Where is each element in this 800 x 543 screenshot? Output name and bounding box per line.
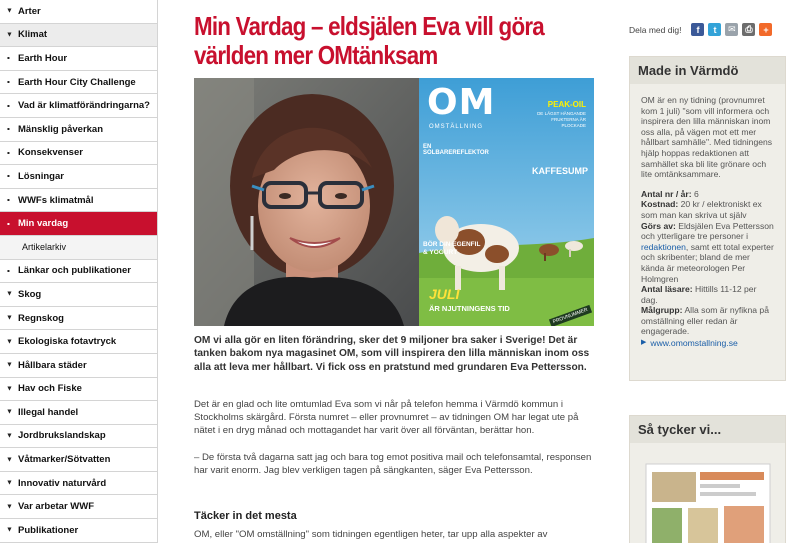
cover-juli-sub: ÄR NJUTNINGENS TID xyxy=(429,304,510,313)
website-link[interactable]: www.omomstallning.se xyxy=(650,338,738,349)
nav-item-jordbrukslandskap[interactable] xyxy=(0,425,158,449)
nav-item-label: Hållbara städer xyxy=(18,359,87,371)
nav-item-label: Ekologiska fotavtryck xyxy=(18,336,117,348)
article-subheading: Täcker in det mesta xyxy=(194,510,297,522)
info-kostnad-label: Kostnad: xyxy=(641,199,679,210)
article-headline: Min Vardag – eldsjälen Eva vill göra världen mer OMtänksam xyxy=(194,11,544,70)
nav-item-label: Länkar och publikationer xyxy=(18,265,131,277)
nav-item-hav-och-fiske[interactable] xyxy=(0,378,158,402)
article-hero-image xyxy=(194,78,594,326)
nav-item-mansklig-paverkan[interactable] xyxy=(0,118,158,142)
article-paragraph: – De första två dagarna satt jag och bara tog emot positiva mail och telefonsamtal, responsen har varit enorm. Jag blev verkligen tagen på sängkanten, säger Eva Pettersson. xyxy=(194,452,592,477)
nav-item-regnskog[interactable] xyxy=(0,307,158,331)
nav-item-label: Konsekvenser xyxy=(18,147,83,159)
caret-down-icon: ▼ xyxy=(6,361,13,369)
bullet-icon: ▪ xyxy=(7,101,10,111)
more-share-icon[interactable]: + xyxy=(759,23,772,36)
info-gors-label: Görs av: xyxy=(641,220,676,231)
bullet-icon: ▪ xyxy=(7,148,10,158)
nav-item-label: Illegal handel xyxy=(18,406,79,418)
share-label: Dela med dig! xyxy=(629,24,682,35)
info-gors xyxy=(641,221,774,285)
caret-down-icon: ▼ xyxy=(6,432,13,440)
nav-item-innovativ-naturvard[interactable] xyxy=(0,472,158,496)
nav-item-label: WWFs klimatmål xyxy=(18,194,94,206)
left-navigation xyxy=(0,0,158,543)
twitter-icon[interactable]: t xyxy=(708,23,721,36)
nav-item-earth-hour-city[interactable] xyxy=(0,71,158,95)
email-icon[interactable]: ✉ xyxy=(725,23,738,36)
caret-down-icon: ▼ xyxy=(6,408,13,416)
caret-down-icon: ▼ xyxy=(6,479,13,487)
nav-item-label: Arter xyxy=(18,5,41,17)
nav-item-var-arbetar-wwf[interactable] xyxy=(0,495,158,519)
nav-item-skog[interactable] xyxy=(0,283,158,307)
portrait-photo xyxy=(194,78,419,326)
nav-item-label: Klimat xyxy=(18,29,48,41)
bullet-icon: ▪ xyxy=(7,53,10,63)
cover-peak-title: PEAK-OIL xyxy=(547,100,586,109)
nav-item-publikationer[interactable] xyxy=(0,519,158,543)
cover-reflex: EN SOLBAREREFLEKTOR xyxy=(423,144,489,156)
arrow-right-icon: ▶ xyxy=(641,339,647,347)
caret-down-icon: ▼ xyxy=(6,314,13,322)
nav-item-min-vardag[interactable] xyxy=(0,212,158,236)
caret-down-icon: ▼ xyxy=(6,456,13,464)
info-box-body xyxy=(630,84,785,349)
nav-item-label: Vad är klimatförändringarna? xyxy=(18,100,150,112)
info-lasare xyxy=(641,284,774,305)
nav-item-earth-hour[interactable] xyxy=(0,47,158,71)
nav-item-arter[interactable] xyxy=(0,0,158,24)
caret-down-icon: ▼ xyxy=(6,503,13,511)
magazine-spread-image[interactable] xyxy=(642,458,774,543)
nav-item-label: Publikationer xyxy=(18,524,79,536)
info-box-title: Made in Värmdö xyxy=(630,57,785,84)
bullet-icon: ▪ xyxy=(7,124,10,134)
bullet-icon: ▪ xyxy=(7,195,10,205)
info-box-made-in-varmdo xyxy=(629,56,786,381)
nav-item-label: Hav och Fiske xyxy=(18,383,82,395)
nav-item-label: Regnskog xyxy=(18,312,64,324)
info-intro: OM är en ny tidning (provnumret kom 1 juli) "som vill informera och inspirera den lilla människan inom oss alla, på vägen mot ett mer hållbart samhälle". Med tidningens hjälp hoppas redaktionen att samhället ska bli lite grönare och lite omtänksammare. xyxy=(641,95,773,180)
cover-yogurt: BÖR DIN EGENFIL & YOGURT xyxy=(423,241,481,256)
nav-item-label: Mänsklig påverkan xyxy=(18,123,104,135)
info-malgrupp xyxy=(641,305,774,337)
info-antal-label: Antal nr / år: xyxy=(641,188,692,199)
nav-item-illegal-handel[interactable] xyxy=(0,401,158,425)
info-antal-value: 6 xyxy=(691,188,699,199)
caret-down-icon: ▼ xyxy=(6,526,13,534)
nav-item-wwfs-klimatmal[interactable] xyxy=(0,189,158,213)
nav-item-label: Innovativ naturvård xyxy=(18,477,107,489)
article-lead: OM vi alla gör en liten förändring, sker det 9 miljoner bra saker i Sverige! Det är tanken bakom nya magasinet OM, som vill inspirera den lilla människan inom oss alla att leva mer hållbart. Vi fick oss en pratstund med grundaren Eva Pettersson. xyxy=(194,335,590,373)
cover-logo: OM xyxy=(427,82,496,123)
info-gors-value: Eldsjälen Eva Pettersson och ytterligare tre personer i xyxy=(641,220,774,242)
info-malgrupp-value: Alla som är nyfikna på omställning eller redan är engagerade. xyxy=(641,305,769,337)
nav-item-lankar-publikationer[interactable] xyxy=(0,260,158,284)
caret-down-icon: ▼ xyxy=(6,7,13,15)
article xyxy=(194,11,594,540)
info-antal xyxy=(641,189,774,200)
caret-down-icon: ▼ xyxy=(6,290,13,298)
facebook-icon[interactable]: f xyxy=(691,23,704,36)
nav-item-label: Artikelarkiv xyxy=(22,242,67,253)
magazine-cover xyxy=(419,78,594,326)
cover-logo-sub: OMSTÄLLNING xyxy=(429,124,484,130)
nav-item-label: Våtmarker/Sötvatten xyxy=(18,454,111,466)
nav-item-artikelarkiv[interactable] xyxy=(0,236,158,260)
cover-juli: JULI xyxy=(429,286,460,302)
nav-item-hallbara-stader[interactable] xyxy=(0,354,158,378)
nav-item-label: Earth Hour City Challenge xyxy=(18,76,136,88)
cover-peak-text: DE LÄGST HÄNGANDE FRUKTERNA ÄR PLOCKADE xyxy=(537,111,586,128)
nav-item-label: Var arbetar WWF xyxy=(18,501,95,513)
bullet-icon: ▪ xyxy=(7,219,10,229)
bullet-icon: ▪ xyxy=(7,266,10,276)
share-bar xyxy=(629,23,772,36)
nav-item-konsekvenser[interactable] xyxy=(0,142,158,166)
bullet-icon: ▪ xyxy=(7,171,10,181)
article-paragraph: OM, eller "OM omställning" som tidningen egentligen heter, tar upp alla aspekter av xyxy=(194,529,548,540)
info-lasare-value: Hittills 11-12 per dag. xyxy=(641,284,757,305)
caret-down-icon: ▼ xyxy=(6,385,13,393)
bullet-icon: ▪ xyxy=(7,77,10,87)
website-link-row[interactable] xyxy=(641,338,774,349)
nav-item-vad-ar-klimat[interactable] xyxy=(0,94,158,118)
nav-item-ekologiska-fotavtryck[interactable] xyxy=(0,330,158,354)
redaktionen-link[interactable]: redaktionen xyxy=(641,241,686,252)
nav-item-klimat[interactable] xyxy=(0,24,158,48)
nav-item-label: Jordbrukslandskap xyxy=(18,430,106,442)
nav-item-label: Min vardag xyxy=(18,218,69,230)
tycker-box-title: Så tycker vi... xyxy=(630,416,785,443)
nav-item-label: Lösningar xyxy=(18,170,64,182)
box-sa-tycker-vi xyxy=(629,415,786,543)
cover-kaffe: KAFFESUMP xyxy=(532,166,588,176)
article-paragraph: Det är en glad och lite omtumlad Eva som vi når på telefon hemma i Värmdö kommun i Stockholms skärgård. Första numret – eller provnumret – av tidningen OM har legat ute på nätet i en dryg månad och mottagandet har varit över all förväntan, berättar hon. xyxy=(194,399,579,437)
print-icon[interactable]: ⎙ xyxy=(742,23,755,36)
info-malgrupp-label: Målgrupp: xyxy=(641,305,683,316)
info-kostnad-value: 20 kr / elektroniskt ex som man kan skriva ut själv xyxy=(641,199,762,220)
nav-item-vatmarker[interactable] xyxy=(0,448,158,472)
caret-down-icon: ▼ xyxy=(6,338,13,346)
nav-item-losningar[interactable] xyxy=(0,165,158,189)
caret-down-icon: ▼ xyxy=(6,31,13,39)
nav-item-label: Earth Hour xyxy=(18,52,68,64)
info-kostnad xyxy=(641,199,774,220)
cover-provnummer: PROVNUMMER xyxy=(549,305,592,326)
info-gors-value-rest: , samt ett total experter och skribenter; bland de mer kända är meteorologen Per Holmgren xyxy=(641,241,774,284)
nav-item-label: Skog xyxy=(18,288,42,300)
info-lasare-label: Antal läsare: xyxy=(641,284,693,295)
